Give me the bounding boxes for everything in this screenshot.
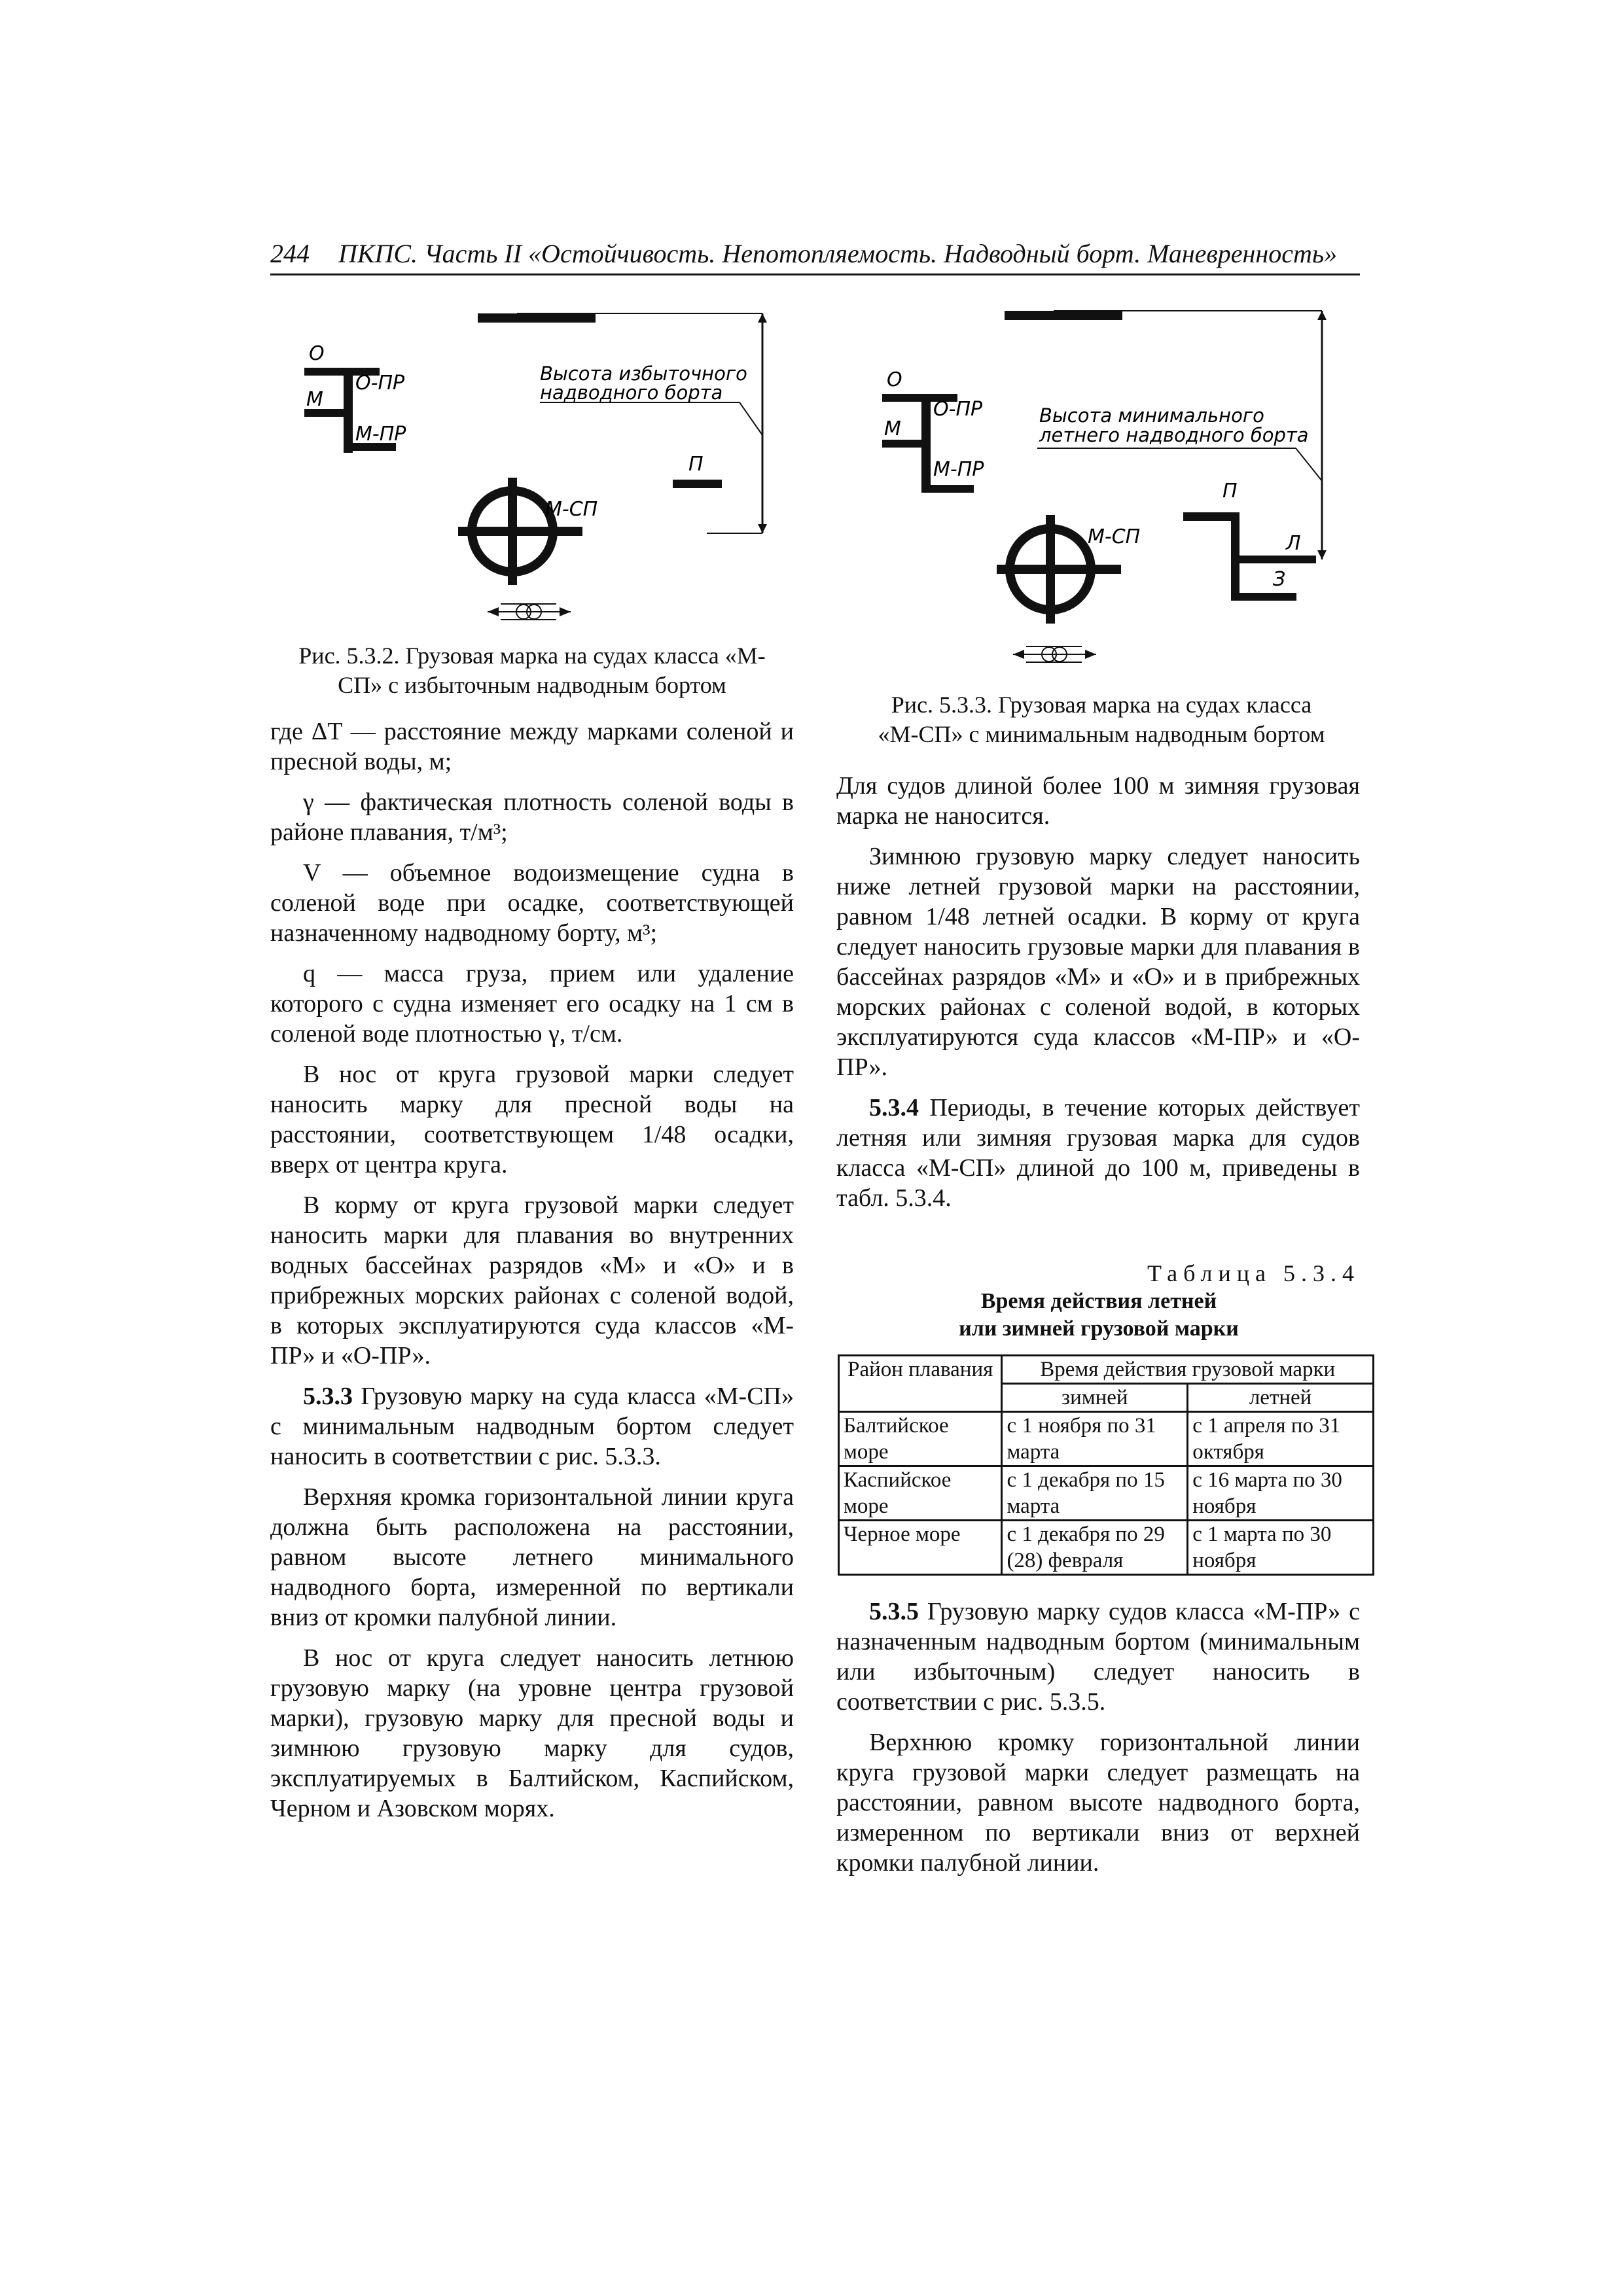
cell-summer: с 16 марта по 30 ноября [1188,1466,1374,1521]
label-o: О [309,342,325,365]
header-region: Район плавания [839,1356,1002,1412]
cell-region: Балтийское море [839,1412,1002,1466]
label-p: П [1222,480,1238,503]
paragraph: Зимнюю грузовую марку следует наносить ниже летней грузовой марки на расстоянии, равном 1/48 летней осадки. В корму от круга следует наносить грузовые марки для плавания в бассейнах разрядов «М» и «О» и в прибрежных морских районах с соленой водой, в которых эксплуатируются суда классов «М-ПР» и «О-ПР». [836,843,1360,1081]
label-o-pr: О-ПР [933,398,983,421]
load-line-diagram-minimum [864,304,1368,684]
load-line-diagram-excess [288,304,798,631]
figure-5-3-3-caption: Рис. 5.3.3. Грузовая марка на судах класса «М-СП» с минимальным надводным бортом [878,692,1325,747]
section-number: 5.3.3 [303,1383,353,1410]
paragraph: Верхняя кромка горизонтальной линии круга должна быть расположена на расстоянии, равном высоте летнего минимального надводного борта, измеренной по вертикали вниз от кромки палубной линии. [270,1483,794,1631]
label-m-pr: М-ПР [933,458,984,481]
label-o-pr: О-ПР [355,372,405,395]
section-number: 5.3.4 [869,1094,919,1122]
cell-region: Каспийское море [839,1466,1002,1521]
height-label-line2: надводного борта [540,381,723,404]
height-label-line1: Высота избыточного [540,362,747,385]
cell-summer: с 1 апреля по 31 октября [1188,1412,1374,1466]
paragraph: γ — фактическая плотность соленой воды в районе плавания, т/м³; [270,788,794,846]
header-title: ПКПС. Часть II «Остойчивость. Непотопляемость. Надводный борт. Маневренность» [338,239,1338,268]
season-table [838,1354,1374,1576]
table-number: Таблица 5.3.4 [1147,1260,1360,1286]
paragraph: Для судов длиной более 100 м зимняя грузовая марка не наносится. [836,772,1360,830]
label-o: О [887,368,902,391]
paragraph: q — масса груза, прием или удаление которого с судна изменяет его осадку на 1 см в соленой воде плотностью γ, т/см. [270,960,794,1048]
section-paragraph: 5.3.4 Периоды, в течение которых действует летняя или зимняя грузовая марка для судов класса «М-СП» длиной до 100 м, приведены в табл. 5.3.4. [836,1094,1360,1212]
paragraph: В нос от круга грузовой марки следует наносить марку для пресной воды на расстоянии, соответствующем 1/48 осадки, вверх от центра круга. [270,1061,794,1178]
label-m: М [306,388,323,411]
figure-5-3-2 [288,304,798,631]
right-column-bottom [836,1597,1360,1888]
page-number: 244 [270,239,310,268]
label-l: Л [1286,532,1301,555]
height-label-line2: летнего надводного борта [1039,424,1309,446]
paragraph: В корму от круга грузовой марки следует наносить марки для плавания во внутренних водных бассейнах разрядов «М» и «О» и в прибрежных морских районах с соленой водой, в которых эксплуатируются суда классов «М-ПР» и «О-ПР». [270,1192,794,1369]
table-row [839,1521,1374,1575]
label-z: З [1273,568,1286,591]
section-paragraph: 5.3.3 Грузовую марку на суда класса «М-СП» с минимальным надводным бортом следует наносить в соответствии с рис. 5.3.3. [270,1383,794,1470]
figure-5-3-3 [864,304,1368,684]
left-column [270,716,794,1834]
table-title: Время действия летней или зимней грузовой марки [959,1289,1239,1341]
section-paragraph: 5.3.5 Грузовую марку судов класса «М-ПР» с назначенным надводным бортом (минимальным или избыточным) следует наносить в соответствии с рис. 5.3.5. [836,1598,1360,1716]
label-m-pr: М-ПР [355,423,406,446]
header-summer: летней [1188,1384,1374,1412]
section-number: 5.3.5 [869,1598,919,1625]
label-m: М [884,417,901,440]
paragraph: Верхнюю кромку горизонтальной линии круга грузовой марки следует размещать на расстоянии, равном высоте надводного борта, измеренном по вертикали вниз от верхней кромки палубной линии. [836,1729,1360,1877]
running-header [270,237,1360,275]
table-row [839,1466,1374,1521]
height-label-line1: Высота минимального [1039,404,1264,427]
header-winter: зимней [1002,1384,1188,1412]
cell-winter: с 1 ноября по 31 марта [1002,1412,1188,1466]
cell-winter: с 1 декабря по 29 (28) февраля [1002,1521,1188,1575]
cell-region: Черное море [839,1521,1002,1575]
label-m-sp: М-СП [545,498,598,521]
label-m-sp: М-СП [1088,525,1141,548]
label-p: П [688,453,704,476]
cell-winter: с 1 декабря по 15 марта [1002,1466,1188,1521]
cell-summer: с 1 марта по 30 ноября [1188,1521,1374,1575]
paragraph: В нос от круга следует наносить летнюю грузовую марку (на уровне центра грузовой марки), грузовую марку для пресной воды и зимнюю грузовую марку для судов, эксплуатируемых в Балтийском, Каспийском, Черном и Азовском морях. [270,1644,794,1822]
header-time: Время действия грузовой марки [1002,1356,1374,1384]
paragraph: где ΔT — расстояние между марками соленой и пресной воды, м; [270,718,794,775]
figure-5-3-2-caption: Рис. 5.3.2. Грузовая марка на судах класса «М- СП» с избыточным надводным бортом [298,643,766,698]
table-row [839,1412,1374,1466]
paragraph: V — объемное водоизмещение судна в соленой воде при осадке, соответствующей назначенному надводному борту, м³; [270,859,794,947]
right-column-top [836,771,1360,1224]
